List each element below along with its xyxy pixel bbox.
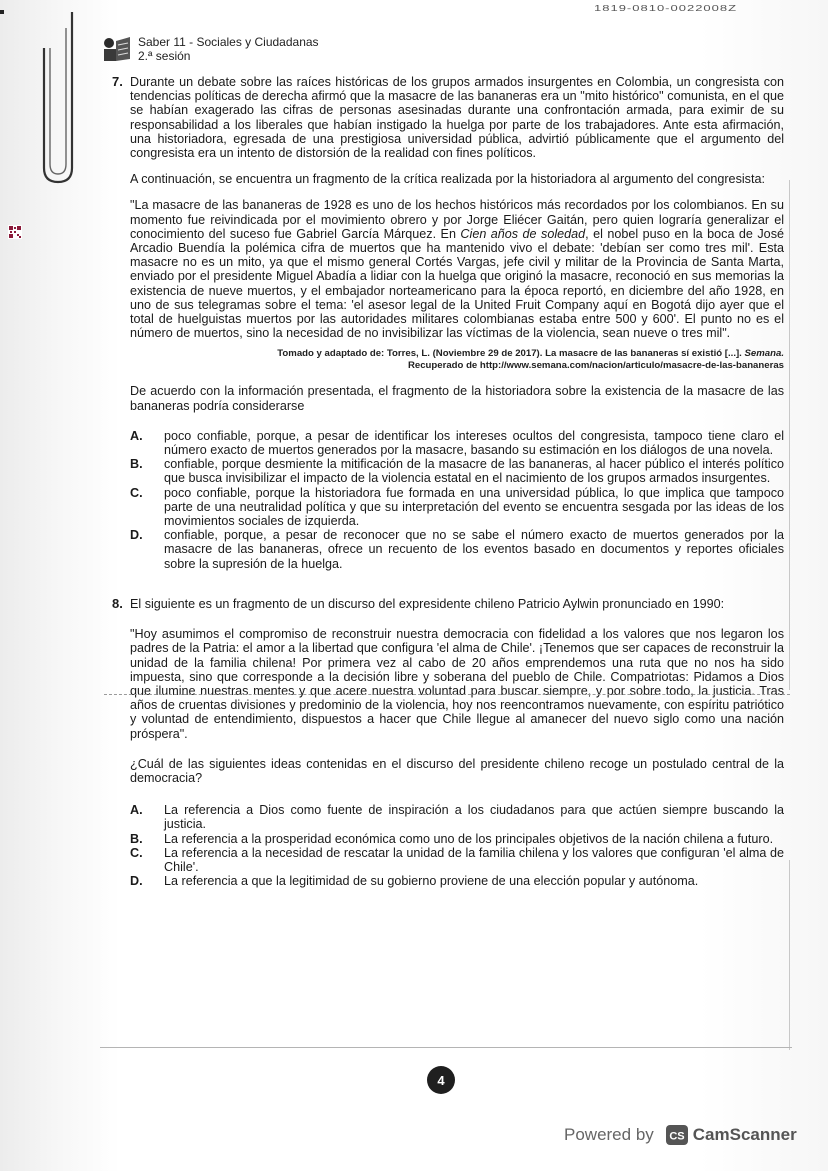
question-7	[112, 75, 784, 571]
answer-options	[130, 803, 784, 888]
margin-line	[789, 860, 790, 1050]
scan-corner-mark	[0, 10, 4, 14]
svg-text:CS: CS	[669, 1130, 685, 1143]
exam-title: Saber 11 - Sociales y Ciudadanas	[138, 35, 319, 49]
option-d[interactable]: D. confiable, porque, a pesar de reconocer que no se sabe el número exacto de muertos generados por la masacre de las bananeras, ofrece un recuento de los eventos basado en documentos y reportes oficiales sobre la supresión de la huelga.	[130, 528, 784, 571]
qr-code-icon	[8, 225, 22, 239]
question-number: 7.	[112, 74, 123, 89]
source-citation: Tomado y adaptado de: Torres, L. (Noviembre 29 de 2017). La masacre de las bananeras sí existió [...]. Semana. Recuperado de http://www.semana.com/nacion/articulo/masacre-de-las-bananeras	[277, 348, 784, 372]
question-prompt: ¿Cuál de las siguientes ideas contenidas en el discurso del presidente chileno recoge un postulado central de la democracia?	[130, 756, 784, 785]
page-number-badge: 4	[427, 1066, 455, 1094]
question-stem: Durante un debate sobre las raíces históricas de los grupos armados insurgentes en Colombia, un congresista con tendencias políticas de derecha afirmó que la masacre de las bananeras era un "mito histórico" comunista, en el que se habían exagerado las cifras de personas asesinadas durante una confrontación armada, para eximir de su responsabilidad a los liberales que habían instigado la huelga por parte de los trabajadores. Ante esta afirmación, una historiadora, egresada de una prestigiosa universidad pública, advirtió públicamente que el argumento del congresista era un intento de distorsión de la realidad con fines políticos.	[130, 75, 784, 161]
option-d[interactable]: D. La referencia a que la legitimidad de su gobierno proviene de una elección popular y autónoma.	[130, 874, 699, 889]
answer-options	[130, 429, 784, 571]
question-prompt: De acuerdo con la información presentada, el fragmento de la historiadora sobre la existencia de la masacre de las bananeras podría considerarse	[130, 384, 784, 413]
question-stem: El siguiente es un fragmento de un discurso del expresidente chileno Patricio Aylwin pronunciado en 1990:	[130, 596, 725, 611]
option-b[interactable]: B. La referencia a la prosperidad económica como uno de los principales objetivos de la nación chilena a futuro.	[130, 831, 774, 846]
camscanner-logo-icon	[666, 1125, 688, 1145]
question-intro: A continuación, se encuentra un fragmento de la crítica realizada por la historiadora al argumento del congresista:	[130, 172, 765, 187]
margin-line	[789, 180, 790, 690]
page-header	[100, 35, 319, 63]
option-c[interactable]: C. poco confiable, porque la historiadora fue formada en una universidad pública, lo que implica que tampoco parte de una neutralidad política y que su interpretación del evento se encuentra sesgada por las ideas de los movimientos sociales de izquierda.	[130, 485, 784, 529]
option-a[interactable]: A. La referencia a Dios como fuente de inspiración a los ciudadanos para que actúen siempre buscando la justicia.	[130, 803, 784, 832]
page-bottom-divider	[100, 1047, 792, 1048]
speech-quote: "Hoy asumimos el compromiso de reconstruir nuestra democracia con fidelidad a los valores que nos legaron los padres de la Patria: el amor a la libertad que configura 'el alma de Chile'. ¡Tenemos que ser capaces de reconstruir la unidad de la familia chilena! Por primera vez al cabo de 20 años emprendemos una ruta que no nos ha sido impuesta, sino que corresponde a la decisión libre y soberana del pueblo de Chile. Compatriotas: Pidamos a Dios que ilumine nuestras mentes y que acere nuestra voluntad para buscar siempre, y por sobre todo, la justicia. Tras años de cruentas divisiones y predominio de la violencia, hoy nos reencontramos nuevamente, con espíritu patriótico y voluntad de entendimiento, dispuestos a hacer que Chile llegue al amanecer del nuevo siglo como una nación próspera".	[130, 627, 784, 741]
exam-session: 2.ª sesión	[138, 49, 191, 63]
icfes-logo-icon	[100, 35, 132, 63]
camscanner-brand: CamScanner	[692, 1125, 797, 1144]
historian-quote: "La masacre de las bananeras de 1928 es uno de los hechos históricos más recordados por los colombianos. En su momento fue reivindicada por el movimiento obrero y por Jorge Eliécer Gaitán, pero quien lograría generalizar el conocimiento del suceso fue Gabriel García Márquez. En Cien años de soledad, el nobel puso en la boca de José Arcadio Buendía la polémica cifra de muertos que ha mantenido vivo el debate: 'debían ser como tres mil'. Esta masacre no es un mito, ya que el mismo general Cortés Vargas, jefe civil y militar de la Provincia de Santa Marta, enviado por el presidente Miguel Abadía a lidiar con la huelga que originó la masacre, reconoció en sus memorias la existencia de nueve muertos, y el embajador norteamericano para la época reportó, en diciembre del año 1928, en uno de sus telegramas sobre el tema: 'el asesor legal de la United Fruit Company aquí en Bogotá dijo ayer que el total de huelguistas muertos por las autoridades militares colombianas estaba entre 500 y 600'. El punto no es el número de muertos, sino la necesidad de no invisibilizar las víctimas de la violencia, sean nueve o tres mil".	[130, 198, 784, 341]
page-content	[112, 75, 784, 888]
question-8	[112, 597, 784, 888]
question-number: 8.	[112, 595, 123, 611]
option-a[interactable]: A. poco confiable, porque, a pesar de identificar los intereses ocultos del congresista, tampoco tiene claro el número exacto de muertos generados por la masacre, basando su estimación en los diálogos de una novela.	[130, 428, 784, 458]
camscanner-watermark	[564, 1125, 797, 1145]
paper-clip-icon	[40, 8, 78, 186]
book-title: Cien años de soledad	[460, 226, 586, 241]
powered-by-label: Powered by	[564, 1125, 654, 1144]
option-b[interactable]: B. confiable, porque desmiente la mitificación de la masacre de las bananeras, al hacer público el interés político que busca invisibilizar el impacto de la violencia estatal en el nacimiento de los grupos armados insurgentes.	[130, 457, 784, 486]
document-code: 1819-0810-0022008Z	[594, 4, 738, 13]
question-divider	[104, 694, 790, 695]
option-c[interactable]: C. La referencia a la necesidad de rescatar la unidad de la familia chilena y los valores que configuran 'el alma de Chile'.	[130, 845, 784, 874]
